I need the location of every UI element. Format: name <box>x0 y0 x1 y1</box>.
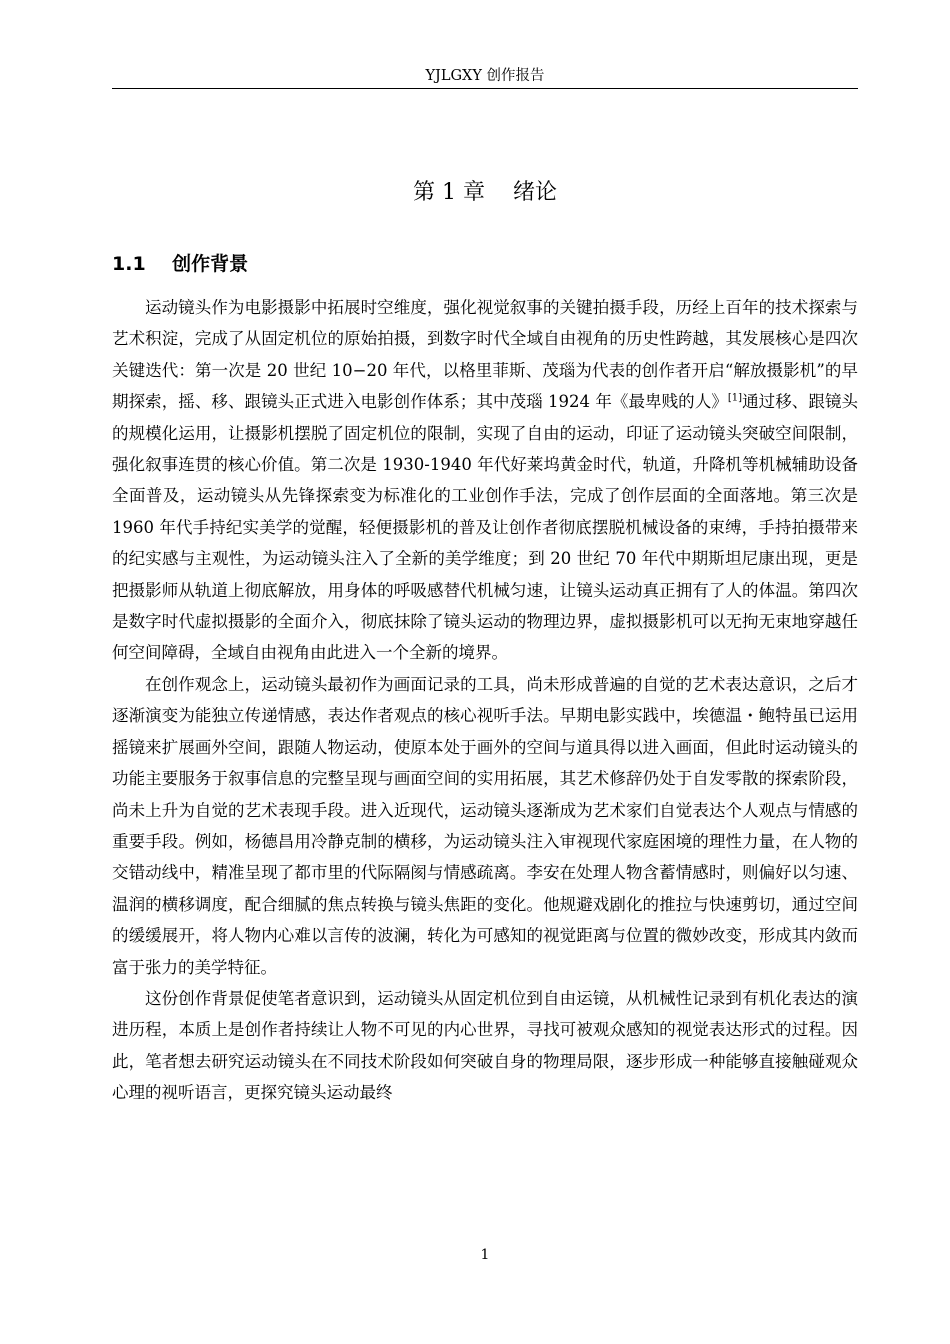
body-text <box>112 292 858 1109</box>
paragraph-text: 运动镜头作为电影摄影中拓展时空维度，强化视觉叙事的关键拍摄手段，历经上百年的技术探索与艺术积淀，完成了从固定机位的原始拍摄，到数字时代全域自由视角的历史性跨越，其发展核心是四次关键迭代：第一次是 20 世纪 10−20 年代，以格里菲斯、茂瑙为代表的创作者开启“解放摄影机”的早期探索，摇、移、跟镜头正式进入电影创作体系；其中茂瑙 1924 年《最卑贱的人》 <box>112 298 858 412</box>
header-rule <box>112 88 858 89</box>
page-number: 1 <box>480 1247 490 1263</box>
citation-marker[interactable]: [1] <box>727 392 743 404</box>
paragraph-text: 通过移、跟镜头的规模化运用，让摄影机摆脱了固定机位的限制，实现了自由的运动，印证了运动镜头突破空间限制，强化叙事连贯的核心价值。第二次是 1930-1940 年代好莱坞黄金时代，轨道，升降机等机械辅助设备全面普及，运动镜头从先锋探索变为标准化的工业创作手法，完成了创作层面的全面落地。第三次是 1960 年代手持纪实美学的觉醒，轻便摄影机的普及让创作者彻底摆脱机械设备的束缚，手持拍摄带来的纪实感与主观性，为运动镜头注入了全新的美学维度；到 20 世纪 70 年代中期斯坦尼康出现，更是把摄影师从轨道上彻底解放，用身体的呼吸感替代机械匀速，让镜头运动真正拥有了人的体温。第四次是数字时代虚拟摄影的全面介入，彻底抹除了镜头运动的物理边界，虚拟摄影机可以无拘无束地穿越任何空间障碍，全域自由视角由此进入一个全新的境界。 <box>112 392 859 663</box>
section-title: 1.1 创作背景 <box>112 253 249 275</box>
running-header: YJLGXY 创作报告 <box>425 68 545 84</box>
chapter-title: 第 1 章 绪论 <box>413 180 557 205</box>
paragraph: 这份创作背景促使笔者意识到，运动镜头从固定机位到自由运镜，从机械性记录到有机化表达的演进历程，本质上是创作者持续让人物不可见的内心世界，寻找可被观众感知的视觉表达形式的过程。因此，笔者想去研究运动镜头在不同技术阶段如何突破自身的物理局限，逐步形成一种能够直接触碰观众心理的视听语言，更探究镜头运动最终 <box>112 988 858 1103</box>
paragraph: 在创作观念上，运动镜头最初作为画面记录的工具，尚未形成普遍的自觉的艺术表达意识，之后才逐渐演变为能独立传递情感，表达作者观点的核心视听手法。早期电影实践中，埃德温・鲍特虽已运用摇镜来扩展画外空间，跟随人物运动，使原本处于画外的空间与道具得以进入画面，但此时运动镜头的功能主要服务于叙事信息的完整呈现与画面空间的实用拓展，其艺术修辞仍处于自发零散的探索阶段，尚未上升为自觉的艺术表现手段。进入近现代，运动镜头逐渐成为艺术家们自觉表达个人观点与情感的重要手段。例如，杨德昌用冷静克制的横移，为运动镜头注入审视现代家庭困境的理性力量，在人物的交错动线中，精准呈现了都市里的代际隔阂与情感疏离。李安在处理人物含蓄情感时，则偏好以匀速、温润的横移调度，配合细腻的焦点转换与镜头焦距的变化。他规避戏剧化的推拉与快速剪切，通过空间的缓缓展开，将人物内心难以言传的波澜，转化为可感知的视觉距离与位置的微妙改变，形成其内敛而富于张力的美学特征。 <box>112 674 858 977</box>
paragraph <box>112 292 858 669</box>
